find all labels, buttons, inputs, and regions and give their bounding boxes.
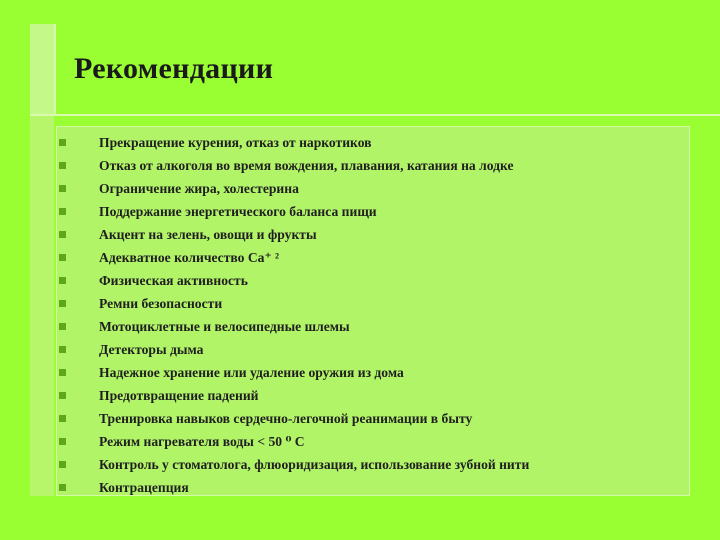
square-bullet-icon [59,277,66,284]
square-bullet-icon [59,231,66,238]
list-item [58,223,529,246]
list-item-text: Прекращение курения, отказ от наркотиков [99,134,372,150]
list-item-text: Поддержание энергетического баланса пищи [99,203,377,219]
square-bullet-icon [59,461,66,468]
list-item-text: Контроль у стоматолога, флюоридизация, использование зубной нити [99,456,530,472]
square-bullet-icon [59,162,66,169]
list-item-text: Надежное хранение или удаление оружия из дома [99,364,404,380]
list-item [58,453,529,476]
list-item [58,154,529,177]
list-item [58,315,529,338]
list-item [58,476,529,499]
square-bullet-icon [59,185,66,192]
list-item-text: Физическая активность [99,272,248,288]
list-item-text: Ремни безопасности [99,295,223,311]
square-bullet-icon [59,346,66,353]
list-item [58,430,529,453]
square-bullet-icon [59,369,66,376]
list-item [58,200,529,223]
list-item [58,407,529,430]
list-item [58,292,529,315]
list-item-text: Предотвращение падений [99,387,259,403]
square-bullet-icon [59,484,66,491]
title-divider [30,114,720,116]
square-bullet-icon [59,415,66,422]
list-item-text: Адекватное количество Са⁺ ² [99,249,280,265]
list-item [58,384,529,407]
list-item-text: Акцент на зелень, овощи и фрукты [99,226,317,242]
square-bullet-icon [59,300,66,307]
list-item-text: Режим нагревателя воды < 50 ⁰ С [99,433,305,449]
list-item [58,361,529,384]
left-decorative-strip [30,116,54,496]
square-bullet-icon [59,208,66,215]
list-item [58,246,529,269]
list-item-text: Отказ от алкоголя во время вождения, плавания, катания на лодке [99,157,514,173]
list-item [58,269,529,292]
square-bullet-icon [59,254,66,261]
square-bullet-icon [59,392,66,399]
list-item [58,177,529,200]
square-bullet-icon [59,323,66,330]
list-item-text: Тренировка навыков сердечно-легочной реанимации в быту [99,410,473,426]
list-item-text: Ограничение жира, холестерина [99,180,299,196]
square-bullet-icon [59,139,66,146]
list-item-text: Мотоциклетные и велосипедные шлемы [99,318,350,334]
recommendation-list [58,131,529,499]
list-item [58,131,529,154]
title-accent-bar [30,24,56,114]
list-item-text: Контрацепция [99,479,189,495]
list-item [58,338,529,361]
square-bullet-icon [59,438,66,445]
list-item-text: Детекторы дыма [99,341,204,357]
slide-title: Рекомендации [74,52,274,85]
